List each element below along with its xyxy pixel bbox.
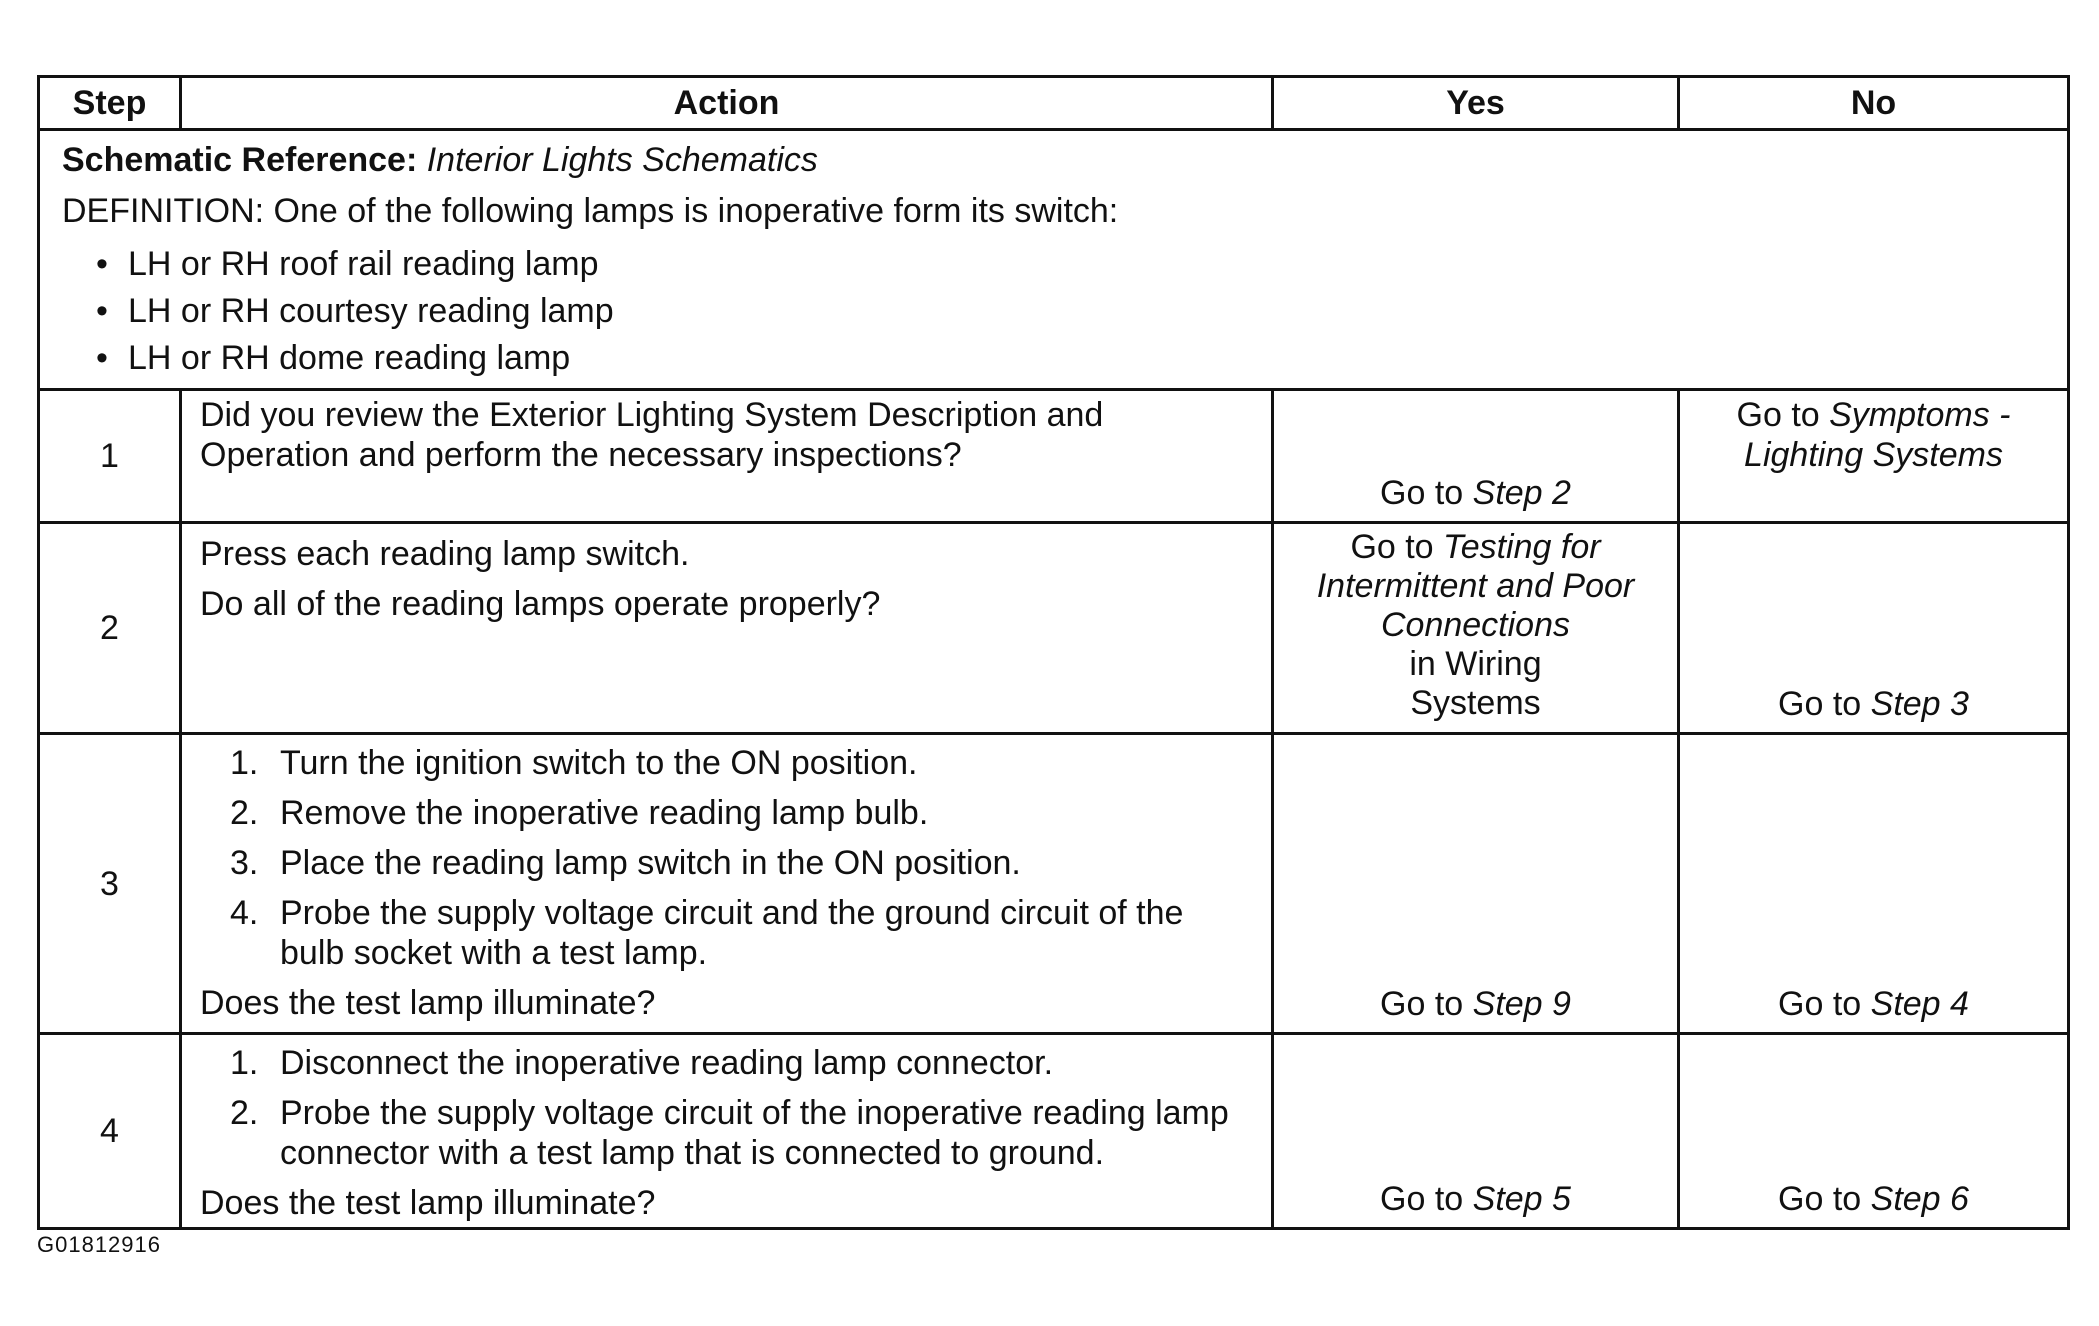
no-cell (1679, 1034, 2069, 1229)
yes-prefix: Go to (1350, 528, 1444, 566)
schematic-reference-link: Interior Lights Schematics (426, 141, 818, 179)
action-question: Does the test lamp illuminate? (200, 1184, 656, 1222)
header-action: Action (181, 77, 1273, 130)
step-number: 1 (39, 390, 181, 523)
no-link: Step 6 (1870, 1180, 1969, 1218)
item-text: Turn the ignition switch to the ON position. (280, 744, 918, 782)
list-item: • LH or RH dome reading lamp (128, 335, 2045, 382)
yes-suffix: in Wiring Systems (1409, 645, 1542, 722)
item-number: 1. (230, 1044, 259, 1082)
yes-link: Step 5 (1472, 1180, 1571, 1218)
figure-id: G01812916 (37, 1232, 161, 1257)
schematic-reference-label: Schematic Reference: (62, 141, 418, 179)
no-prefix: Go to (1736, 396, 1830, 434)
no-prefix: Go to (1778, 685, 1871, 723)
header-row (39, 77, 2069, 130)
action-text: Press each reading lamp switch. (200, 535, 690, 573)
schematic-reference (62, 135, 2045, 185)
item-text: Place the reading lamp switch in the ON position. (280, 844, 1021, 882)
list-item (230, 1093, 1253, 1173)
action-cell (181, 523, 1273, 734)
no-prefix: Go to (1778, 1180, 1871, 1218)
yes-cell (1273, 734, 1679, 1034)
header-step: Step (39, 77, 181, 130)
no-cell (1679, 734, 2069, 1034)
step-number: 4 (39, 1034, 181, 1229)
list-item: • LH or RH courtesy reading lamp (128, 288, 2045, 335)
yes-prefix: Go to (1380, 474, 1473, 512)
procedure-list (200, 743, 1253, 973)
list-item (230, 1043, 1253, 1083)
no-cell (1679, 523, 2069, 734)
yes-link: Step 2 (1472, 474, 1571, 512)
yes-prefix: Go to (1380, 1180, 1473, 1218)
no-cell (1679, 390, 2069, 523)
item-text: Probe the supply voltage circuit and the ground circuit of the bulb socket with a test lamp. (280, 894, 1184, 972)
no-prefix: Go to (1778, 985, 1871, 1023)
list-item (230, 843, 1253, 883)
header-no: No (1679, 77, 2069, 130)
reference-cell (39, 130, 2069, 390)
item-text: Probe the supply voltage circuit of the inoperative reading lamp connector with a test lamp that is connected to ground. (280, 1094, 1229, 1172)
action-cell (181, 1034, 1273, 1229)
action-question: Do all of the reading lamps operate properly? (200, 585, 881, 623)
diagnostic-table (37, 75, 2070, 1230)
item-number: 3. (230, 844, 259, 882)
reference-row (39, 130, 2069, 390)
item-number: 2. (230, 794, 259, 832)
item-number: 1. (230, 744, 259, 782)
yes-link: Step 9 (1472, 985, 1571, 1023)
header-yes: Yes (1273, 77, 1679, 130)
yes-cell (1273, 1034, 1679, 1229)
definition: DEFINITION: One of the following lamps is inoperative form its switch: (62, 192, 1119, 230)
no-link: Step 3 (1870, 685, 1969, 723)
table-row (39, 734, 2069, 1034)
yes-cell (1273, 390, 1679, 523)
procedure-list (200, 1043, 1253, 1173)
table-row (39, 1034, 2069, 1229)
table-row (39, 390, 2069, 523)
yes-link: Testing for Intermittent and Poor Connections (1316, 528, 1635, 644)
item-text: Disconnect the inoperative reading lamp connector. (280, 1044, 1054, 1082)
list-item (230, 743, 1253, 783)
no-link: Symptoms - Lighting Systems (1744, 396, 2011, 474)
yes-cell (1273, 523, 1679, 734)
lamp-list (62, 241, 2045, 382)
step-number: 2 (39, 523, 181, 734)
no-link: Step 4 (1870, 985, 1969, 1023)
yes-prefix: Go to (1380, 985, 1473, 1023)
list-item: • LH or RH roof rail reading lamp (128, 241, 2045, 288)
list-item (230, 793, 1253, 833)
item-number: 2. (230, 1094, 259, 1132)
item-text: Remove the inoperative reading lamp bulb. (280, 794, 929, 832)
step-number: 3 (39, 734, 181, 1034)
table-row (39, 523, 2069, 734)
action-cell (181, 734, 1273, 1034)
item-number: 4. (230, 894, 259, 932)
action-text: Did you review the Exterior Lighting System Description and Operation and perform the necessary inspections? (181, 390, 1273, 523)
list-item (230, 893, 1253, 973)
action-question: Does the test lamp illuminate? (200, 984, 656, 1022)
